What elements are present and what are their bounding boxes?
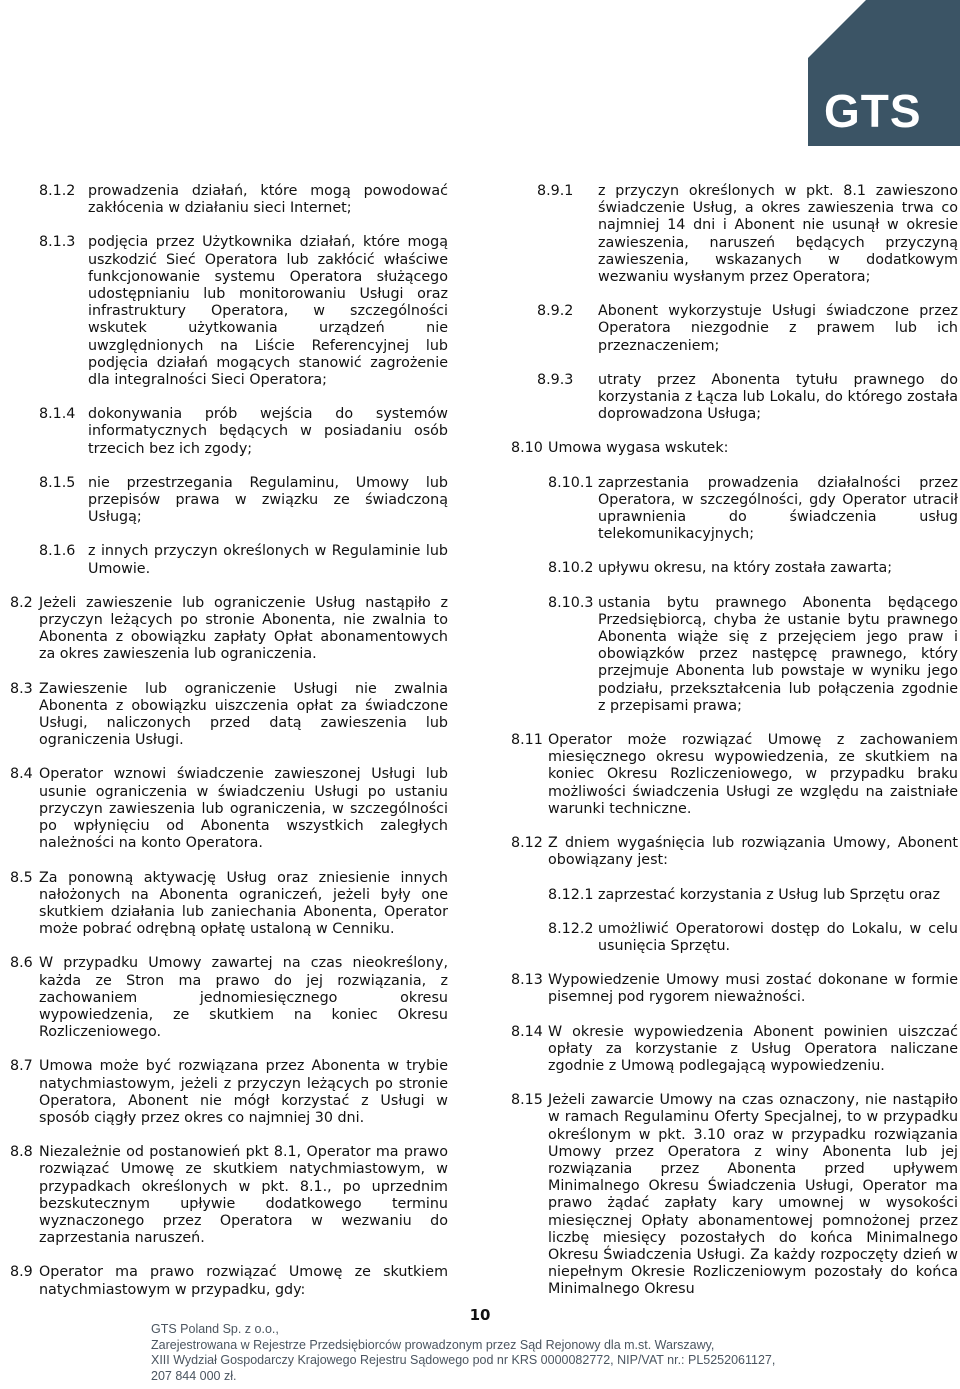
clause-text: nie przestrzegania Regulaminu, Umowy lub przepisów prawa w związku ze świadczoną Usługą; (88, 474, 448, 526)
clause-text: ustania bytu prawnego Abonenta będącego Przedsiębiorcą, chyba że ustanie bytu prawnego Abonenta wiąże się z przejęciem jego praw i obowiązków przez następcę prawnego, który przejmuje Abonenta lub powstaje w wyniku jego podziału, przekształcenia lub połączenia zgodnie z przepisami prawa; (598, 594, 958, 714)
clause-text: zaprzestania prowadzenia działalności przez Operatora, w szczególności, gdy Operator utracił uprawnienia do świadczenia usług telekomunikacyjnych; (598, 474, 958, 543)
clause-number: 8.7 (10, 1058, 33, 1075)
clause-8-9-1 (511, 183, 958, 286)
clause-number: 8.14 (511, 1023, 543, 1040)
clause-text: Zawieszenie lub ograniczenie Usługi nie zwalnia Abonenta z obowiązku uiszczenia opłat za świadczone Usługi, naliczonych przed datą zawieszenia lub ograniczenia Usługi. (39, 680, 448, 749)
clause-number: 8.1.6 (39, 543, 76, 560)
clause-8-10 (511, 440, 958, 457)
logo-text: GTS (824, 85, 922, 137)
clause-number: 8.13 (511, 972, 543, 989)
clause-text: Operator ma prawo rozwiązać Umowę ze skutkiem natychmiastowym w przypadku, gdy: (39, 1264, 448, 1298)
clause-text: prowadzenia działań, które mogą powodować zakłócenia w działaniu sieci Internet; (88, 183, 448, 217)
clause-text: Wypowiedzenie Umowy musi zostać dokonane w formie pisemnej pod rygorem nieważności. (548, 972, 958, 1006)
clause-text: Jeżeli zawieszenie lub ograniczenie Usług nastąpiło z przyczyn leżących po stronie Abonenta, nie zwalnia to Abonenta z obowiązku zapłaty Opłat abonamentowych za okres zawieszenia lub ograniczenia. (39, 594, 448, 663)
clause-8-3 (10, 681, 448, 750)
clause-8-10-3 (511, 595, 958, 715)
clause-8-6 (10, 955, 448, 1041)
clause-number: 8.11 (511, 732, 543, 749)
clause-text: utraty przez Abonenta tytułu prawnego do korzystania z Łącza lub Lokalu, do którego została doprowadzona Usługa; (598, 371, 958, 423)
clause-text: Umowa może być rozwiązana przez Abonenta w trybie natychmiastowym, jeżeli z przyczyn leżących po stronie Operatora, Abonent nie mógł korzystać z Usługi w sposób ciągły przez okres co najmniej 30 dni. (39, 1058, 448, 1126)
clause-number: 8.1.4 (39, 406, 76, 423)
clause-number: 8.12.1 (548, 886, 594, 903)
clause-number: 8.9 (10, 1264, 33, 1281)
clause-text: Za ponowną aktywację Usług oraz zniesienie innych nałożonych na Abonenta ograniczeń, jeżeli były one skutkiem działania lub zaniechania Abonenta, Operator może pobrać odrębną opłatę ustaloną w Cenniku. (39, 869, 448, 938)
clause-number: 8.2 (10, 594, 33, 611)
clause-8-1-5 (39, 475, 448, 527)
clause-number: 8.6 (10, 955, 33, 972)
footer-capital: 207 844 000 zł. (151, 1368, 237, 1383)
clause-8-1-3 (39, 234, 448, 389)
clause-number: 8.10 (511, 440, 543, 457)
footer-registry: Zarejestrowana w Rejestrze Przedsiębiorców prowadzonym przez Sąd Rejonowy dla m.st. Warszawy, (151, 1337, 715, 1352)
clause-8-1-6 (39, 543, 448, 577)
clause-8-12 (511, 835, 958, 869)
clause-text: dokonywania prób wejścia do systemów informatycznych będących w posiadaniu osób trzecich bez ich zgody; (88, 406, 448, 457)
clause-text: Niezależnie od postanowień pkt 8.1, Operator ma prawo rozwiązać Umowę ze skutkiem natychmiastowym, w przypadkach określonych w pkt. 8.1., po uprzednim bezskutecznym upływie dodatkowego terminu wyznaczonego przez Operatora w wezwaniu do zaprzestania naruszeń. (39, 1144, 448, 1247)
clause-8-9-2 (511, 303, 958, 355)
clause-8-10-1 (511, 475, 958, 544)
right-column (511, 183, 958, 1316)
clause-8-10-2 (511, 560, 958, 577)
clause-text: Operator może rozwiązać Umowę z zachowaniem miesięcznego okresu wypowiedzenia, ze skutkiem na koniec Okresu Rozliczeniowego, w przypadku braku możliwości świadczenia Usługi ze względu na zaistniałe warunki techniczne. (548, 732, 958, 817)
logo-corner-shape (808, 0, 866, 58)
clause-8-4 (10, 766, 448, 852)
clause-number: 8.1.3 (39, 234, 76, 251)
clause-8-8 (10, 1144, 448, 1247)
gts-logo (808, 0, 960, 146)
clause-number: 8.12 (511, 835, 543, 852)
clause-number: 8.12.2 (548, 920, 594, 937)
clause-8-12-2 (511, 921, 958, 955)
clause-number: 8.10.1 (548, 474, 594, 491)
clause-text: umożliwić Operatorowi dostęp do Lokalu, w celu usunięcia Sprzętu. (598, 920, 958, 954)
left-column (10, 183, 448, 1316)
clause-8-14 (511, 1024, 958, 1076)
clause-number: 8.10.2 (548, 560, 594, 577)
clause-text: W przypadku Umowy zawartej na czas nieokreślony, każda ze Stron ma prawo do jej rozwiązania, z zachowaniem jednomiesięcznego okresu wypowiedzenia, ze skutkiem na koniec Okresu Rozliczeniowego. (39, 955, 448, 1041)
clause-text: podjęcia przez Użytkownika działań, które mogą uszkodzić Sieć Operatora lub zakłócić właściwe funkcjonowanie systemu Operatora służącego udostępnianiu lub monitorowaniu Usługi oraz infrastruktury Operatora, w szczególności wskutek użytkowania urządzeń nie uwzględnionych na Liście Referencyjnej lub podjęcia działań mogących stanowić zagrożenie dla integralności Sieci Operatora; (88, 234, 448, 389)
clause-text: W okresie wypowiedzenia Abonent powinien uiszczać opłaty za korzystanie z Usług Operatora naliczane zgodnie z Umową podlegającą wypowiedzeniu. (548, 1023, 958, 1074)
clause-8-7 (10, 1058, 448, 1127)
clause-8-15 (511, 1092, 958, 1298)
clause-8-12-1 (511, 887, 958, 904)
clause-number: 8.3 (10, 680, 33, 697)
clause-number: 8.1.5 (39, 474, 76, 491)
clause-text: Z dniem wygaśnięcia lub rozwiązania Umowy, Abonent obowiązany jest: (548, 835, 958, 869)
clause-number: 8.15 (511, 1092, 543, 1109)
page-number: 10 (469, 1306, 491, 1324)
clause-number: 8.9.1 (537, 183, 574, 199)
clause-8-9-3 (511, 372, 958, 424)
clause-text: Jeżeli zawarcie Umowy na czas oznaczony, nie nastąpiło w ramach Regulaminu Oferty Specjalnej, to w przypadku określonym w pkt. 3.10 oraz w przypadku rozwiązania Umowy przez Operatora z winy Abonenta lub jej rozwiązania przez Abonenta przed upływem Minimalnego Okresu Świadczenia Usługi, Operator ma prawo żądać zapłaty kary umownej w wysokości miesięcznej Opłaty abonamentowej pomnożonej przez liczbę miesięcy pozostałych do końca Minimalnego Okresu Świadczenia Usługi. Za każdy rozpoczęty dzień w niepełnym Okresie Rozliczeniowym pozostały do końca Minimalnego Okresu (548, 1092, 958, 1298)
clause-number: 8.1.2 (39, 183, 76, 199)
clause-number: 8.8 (10, 1144, 33, 1161)
footer (151, 1322, 960, 1384)
clause-text: Umowa wygasa wskutek: (548, 440, 729, 457)
clause-8-5 (10, 870, 448, 939)
clause-text: zaprzestać korzystania z Usług lub Sprzętu oraz (598, 886, 941, 903)
clause-number: 8.9.2 (537, 303, 574, 320)
clause-number: 8.5 (10, 869, 33, 886)
clause-8-9 (10, 1264, 448, 1298)
clause-number: 8.9.3 (537, 371, 574, 388)
clause-number: 8.10.3 (548, 594, 594, 611)
clause-8-13 (511, 972, 958, 1006)
footer-krs: XIII Wydział Gospodarczy Krajowego Rejestru Sądowego pod nr KRS 0000082772, NIP/VAT nr.: PL5252061127, (151, 1353, 776, 1367)
clause-text: z przyczyn określonych w pkt. 8.1 zawieszono świadczenie Usług, a okres zawieszenia trwa co najmniej 14 dni i Abonent nie usunął w okresie zawieszenia, naruszeń będących przyczyną zawieszenia, wskazanych w dodatkowym wezwaniu wysłanym przez Operatora; (598, 183, 958, 286)
clause-text: z innych przyczyn określonych w Regulaminie lub Umowie. (88, 543, 448, 577)
footer-company: GTS Poland Sp. z o.o., (151, 1322, 279, 1336)
clause-text: Abonent wykorzystuje Usługi świadczone przez Operatora niezgodnie z prawem lub ich przeznaczeniem; (598, 303, 958, 354)
clause-text: Operator wznowi świadczenie zawieszonej Usługi lub usunie ograniczenia w świadczeniu Usługi po ustaniu przyczyn zawieszenia lub ograniczenia, w szczególności po wpłynięciu od Abonenta wszystkich zaległych należności na konto Operatora. (39, 766, 448, 852)
clause-number: 8.4 (10, 766, 33, 783)
clause-text: upływu okresu, na który została zawarta; (598, 560, 893, 577)
clause-8-1-4 (39, 406, 448, 458)
clause-8-11 (511, 732, 958, 818)
clause-8-1-2 (39, 183, 448, 217)
clause-8-2 (10, 595, 448, 664)
